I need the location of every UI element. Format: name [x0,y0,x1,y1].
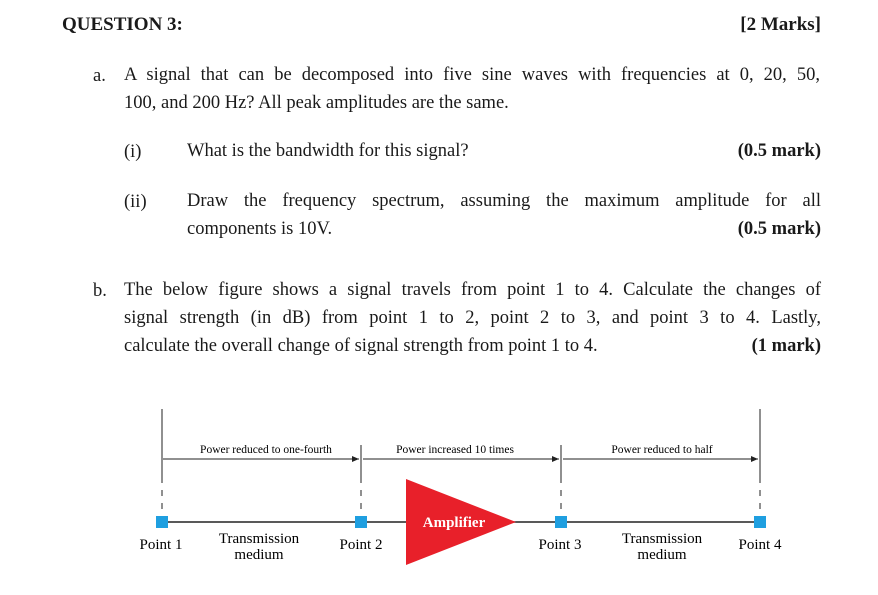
medium-2-label-line-2: medium [637,547,687,563]
part-b-line-3: calculate the overall change of signal strength from point 1 to 4. [124,336,598,356]
signal-path-figure [0,395,878,595]
part-a-label: a. [93,66,106,86]
segment-label-1: Power reduced to one-fourth [200,444,332,456]
point-4-label: Point 4 [738,537,782,553]
part-a-sub-i-marks: (0.5 mark) [737,141,821,161]
point-4-marker [754,516,766,528]
part-b-label: b. [93,281,107,301]
question-marks: [2 Marks] [740,14,821,35]
part-b-line-1: The below figure shows a signal travels from point 1 to 4. Calculate the changes of [124,280,821,300]
medium-1-label-line-2: medium [234,547,284,563]
point-1-label: Point 1 [139,537,183,553]
part-a-line-2: 100, and 200 Hz? All peak amplitudes are the same. [124,93,509,113]
point-2-label: Point 2 [339,537,383,553]
point-2-marker [355,516,367,528]
part-a-sub-ii-label: (ii) [124,192,147,212]
part-b-marks: (1 mark) [751,336,821,356]
question-title: QUESTION 3: [62,14,183,35]
amplifier-label: Amplifier [422,515,486,531]
part-a-sub-i-text: What is the bandwidth for this signal? [187,141,469,161]
medium-2-label-line-1: Transmission [621,531,703,547]
part-a-sub-i-label: (i) [124,142,142,162]
segment-label-3: Power reduced to half [611,444,713,456]
part-a-line-1: A signal that can be decomposed into five sine waves with frequencies at 0, 20, 50, [124,65,820,85]
part-a-sub-ii-line-1: Draw the frequency spectrum, assuming the maximum amplitude for all [187,191,821,211]
point-3-label: Point 3 [538,537,582,553]
part-a-sub-ii-line-2: components is 10V. [187,219,333,239]
part-b-line-2: signal strength (in dB) from point 1 to 2, point 2 to 3, and point 3 to 4. Lastly, [124,308,821,328]
medium-1-label-line-1: Transmission [218,531,300,547]
point-1-marker [156,516,168,528]
point-3-marker [555,516,567,528]
part-a-sub-ii-marks: (0.5 mark) [737,219,821,239]
segment-label-2: Power increased 10 times [396,444,514,456]
